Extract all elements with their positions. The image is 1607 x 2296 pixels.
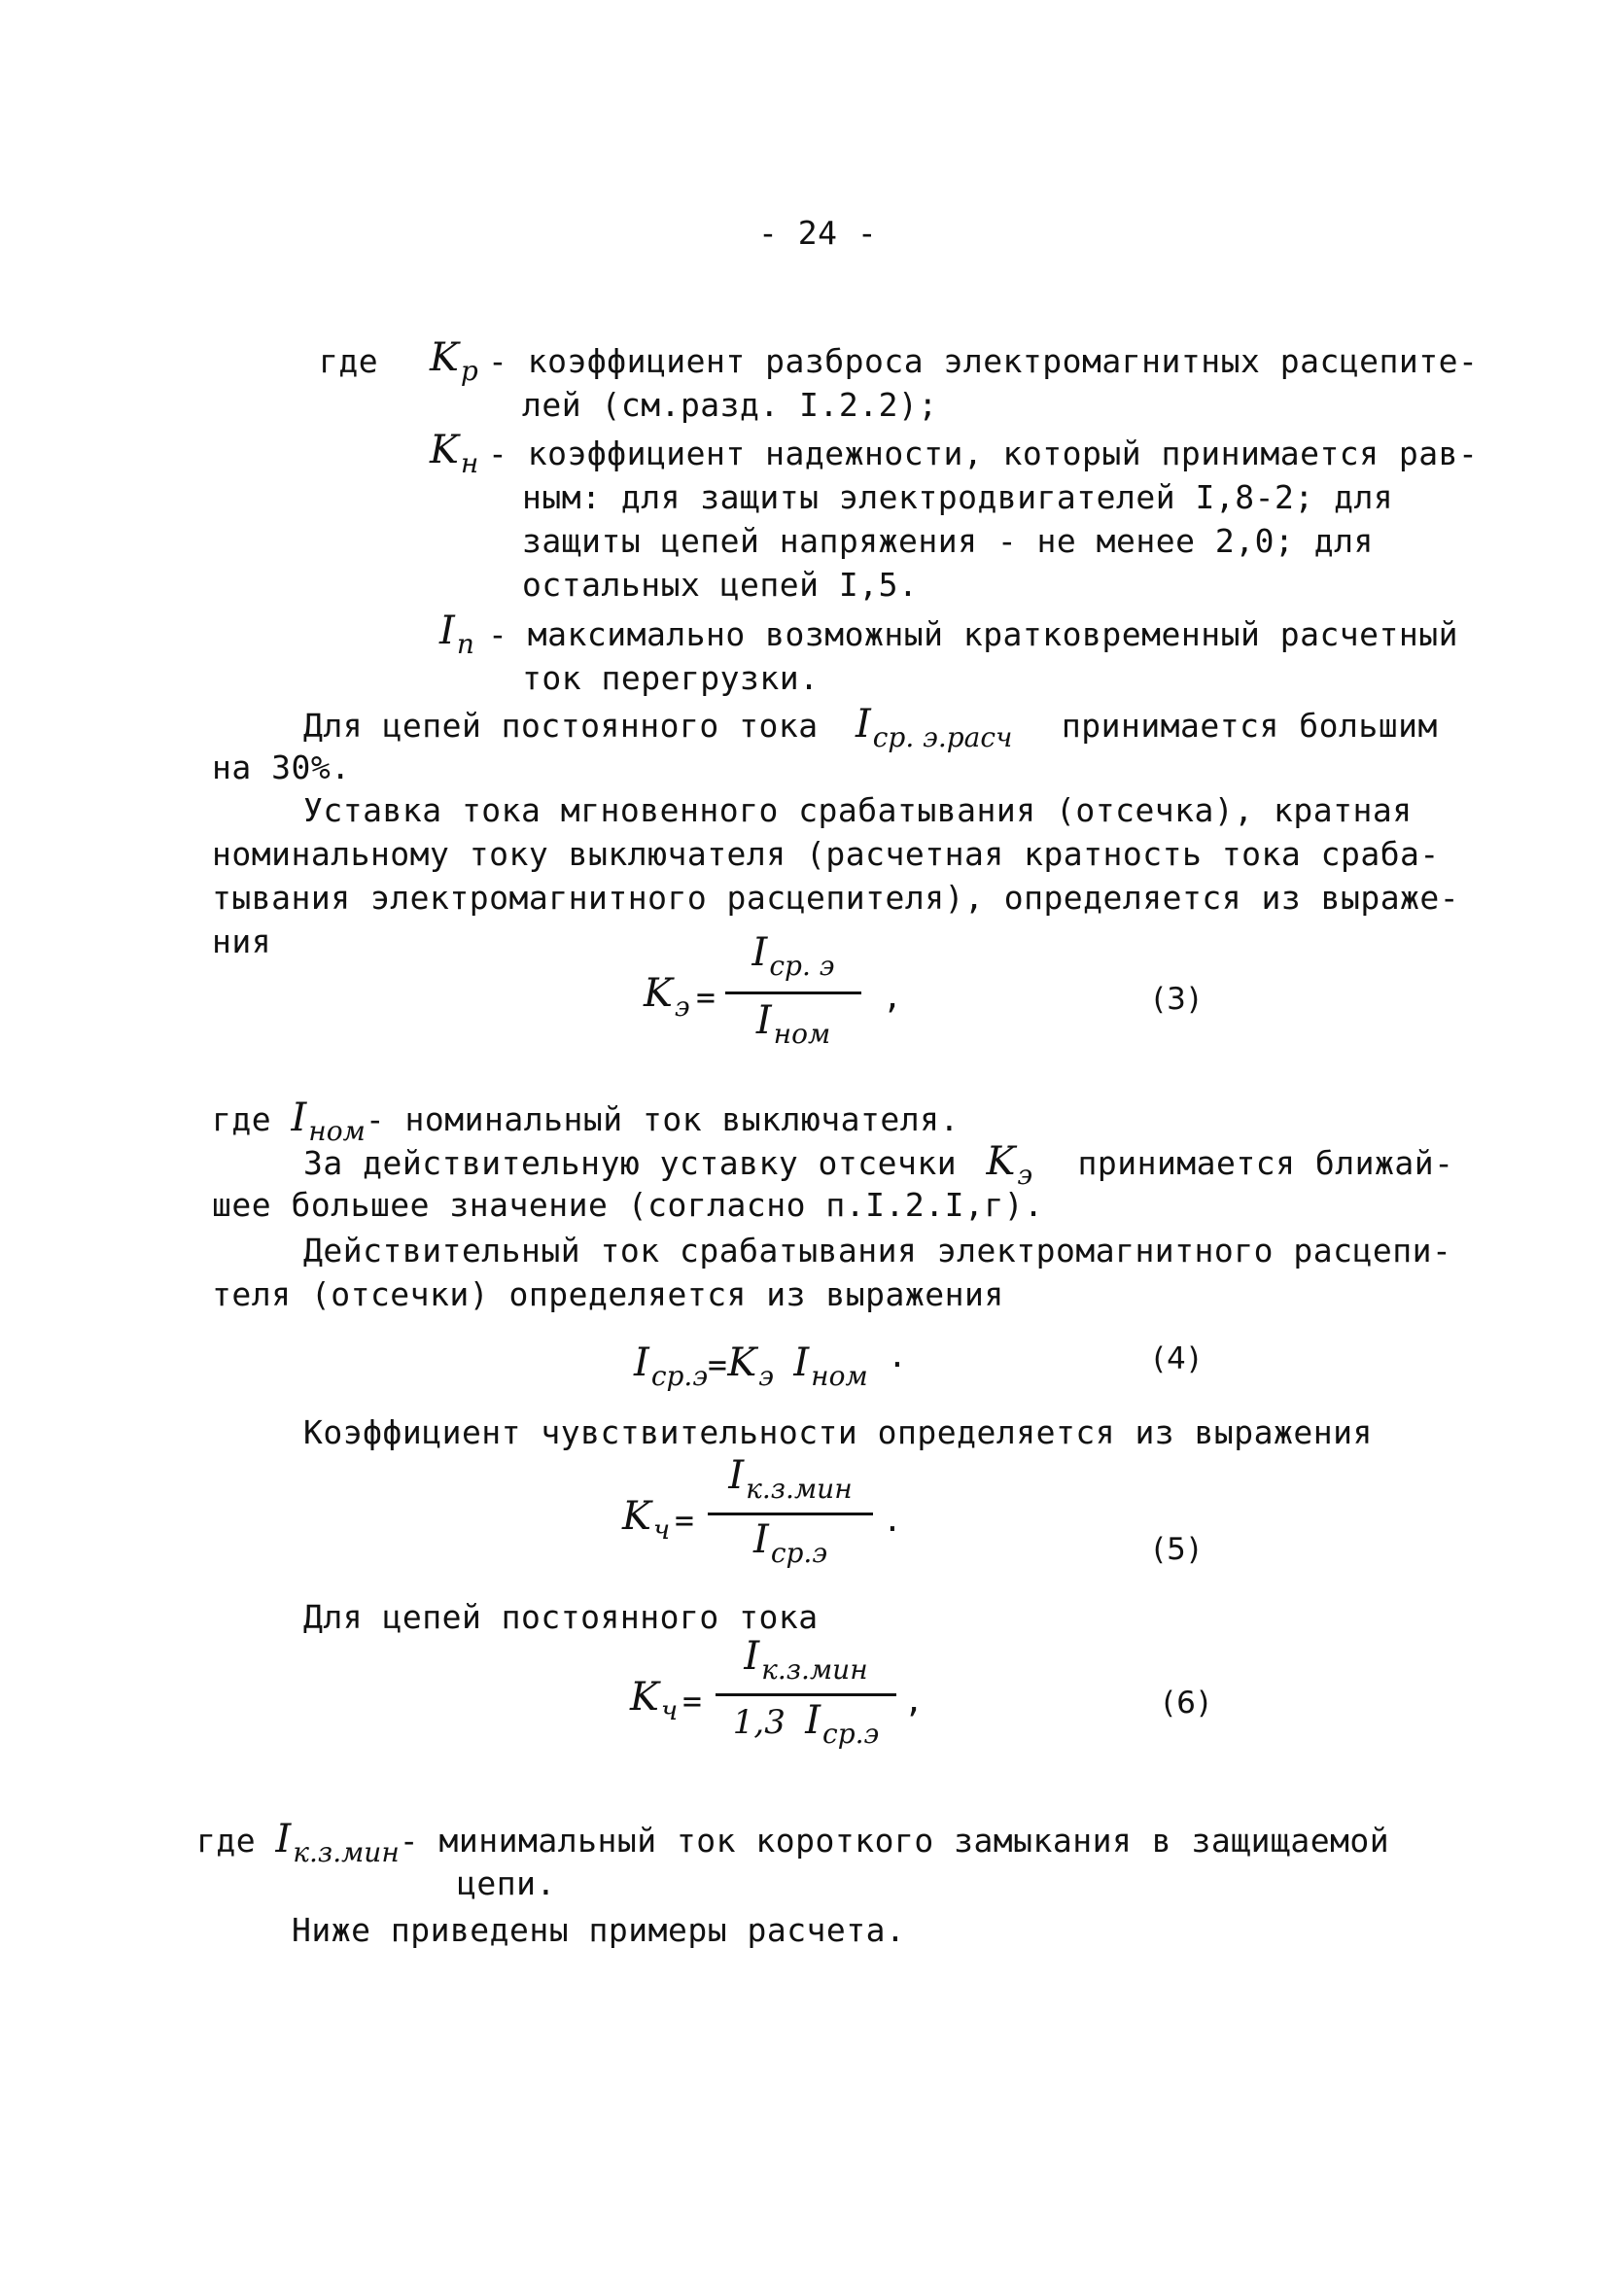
ikz-definition-line1: где $I_{к.з.мин}-$ минимальный ток короткого замыкания в защищаемой: [196, 1817, 1390, 1868]
kn-definition-line1: - коэффициент надежности, который принимается рав-: [488, 435, 1479, 472]
kn-symbol: $K_н$: [430, 428, 479, 479]
eq5-fraction: [708, 1454, 873, 1581]
ip-symbol: $I_п$: [439, 609, 474, 660]
closing-line: Ниже приведены примеры расчета.: [292, 1911, 906, 1949]
actual-setting-line2: шее большее значение (согласно п.I.2.I,г).: [212, 1186, 1044, 1224]
setting-paragraph-line2: номинальному току выключателя (расчетная кратность тока сраба-: [212, 835, 1440, 873]
eq5-fraction-bar: [708, 1513, 873, 1515]
kn-definition-line4: остальных цепей I,5.: [522, 566, 919, 604]
eq4-expression: $I_{ср.э}=K_э$ $I_{ном}$ ·: [634, 1340, 908, 1392]
inom-definition: где $I_{ном}-$ номинальный ток выключателя.: [212, 1096, 960, 1147]
eq4-number: (4): [1153, 1341, 1202, 1376]
eq3-equals: =: [696, 978, 716, 1016]
eq5-number: (5): [1153, 1532, 1202, 1567]
actual-current-line2: теля (отсечки) определяется из выражения: [212, 1275, 1004, 1313]
kn-definition-line3: защиты цепей напряжения - не менее 2,0; для: [522, 522, 1374, 560]
eq5-denominator: $I_{ср.э}$: [753, 1517, 827, 1569]
dc-text: Для цепей постоянного тока: [303, 1598, 819, 1636]
eq6-equals: =: [682, 1682, 703, 1720]
setting-paragraph-line4: ния: [212, 922, 272, 960]
setting-paragraph-line1: Уставка тока мгновенного срабатывания (отсечка), кратная: [303, 791, 1413, 829]
eq5-equals: =: [675, 1501, 695, 1539]
kn-definition-line2: ным: для защиты электродвигателей I,8-2; для: [522, 478, 1394, 516]
dc-note-line2: на 30%.: [212, 748, 351, 786]
kp-definition-line1: - коэффициент разброса электромагнитных расцепите-: [488, 342, 1479, 380]
eq6-denominator: 1,3 $I_{ср.э}$: [732, 1698, 880, 1750]
eq3-fraction: [725, 931, 861, 1058]
eq6-number: (6): [1163, 1686, 1211, 1721]
where-label: где: [319, 342, 379, 380]
eq6-lhs: $K_ч$: [630, 1675, 679, 1726]
sensitivity-text: Коэффициент чувствительности определяется из выражения: [303, 1413, 1373, 1451]
eq3-fraction-bar: [725, 991, 861, 994]
kp-symbol: $K_p$: [430, 335, 478, 387]
eq6-punct: ,: [904, 1682, 925, 1720]
setting-paragraph-line3: тывания электромагнитного расцепителя), определяется из выраже-: [212, 879, 1460, 917]
eq3-lhs: $K_э$: [644, 971, 690, 1023]
eq5-lhs: $K_ч$: [622, 1494, 671, 1546]
ikz-definition-line2: цепи.: [457, 1864, 556, 1902]
eq5-numerator: $I_{к.з.мин}$: [728, 1453, 853, 1505]
dc-note-line1: Для цепей постоянного тока $I_{ср. э.расч}$ принимается большим: [303, 702, 1438, 753]
eq6-fraction: [716, 1635, 896, 1761]
page-number: - 24 -: [758, 214, 878, 252]
eq5-punct: .: [883, 1501, 903, 1539]
eq3-punct: ,: [883, 978, 903, 1016]
ip-definition-line2: ток перегрузки.: [522, 659, 820, 697]
eq6-fraction-bar: [716, 1693, 896, 1696]
ip-definition-line1: - максимально возможный кратковременный расчетный: [488, 615, 1459, 653]
eq3-numerator: $I_{ср. э}$: [751, 930, 835, 982]
actual-current-line1: Действительный ток срабатывания электромагнитного расцепи-: [303, 1232, 1452, 1270]
kp-definition-line2: лей (см.разд. I.2.2);: [522, 386, 938, 424]
actual-setting-line1: За действительную уставку отсечки $K_э$ принимается ближай-: [303, 1139, 1454, 1191]
eq3-number: (3): [1153, 982, 1202, 1017]
eq6-numerator: $I_{к.з.мин}$: [744, 1634, 868, 1686]
eq3-denominator: $I_{ном}$: [755, 998, 831, 1050]
